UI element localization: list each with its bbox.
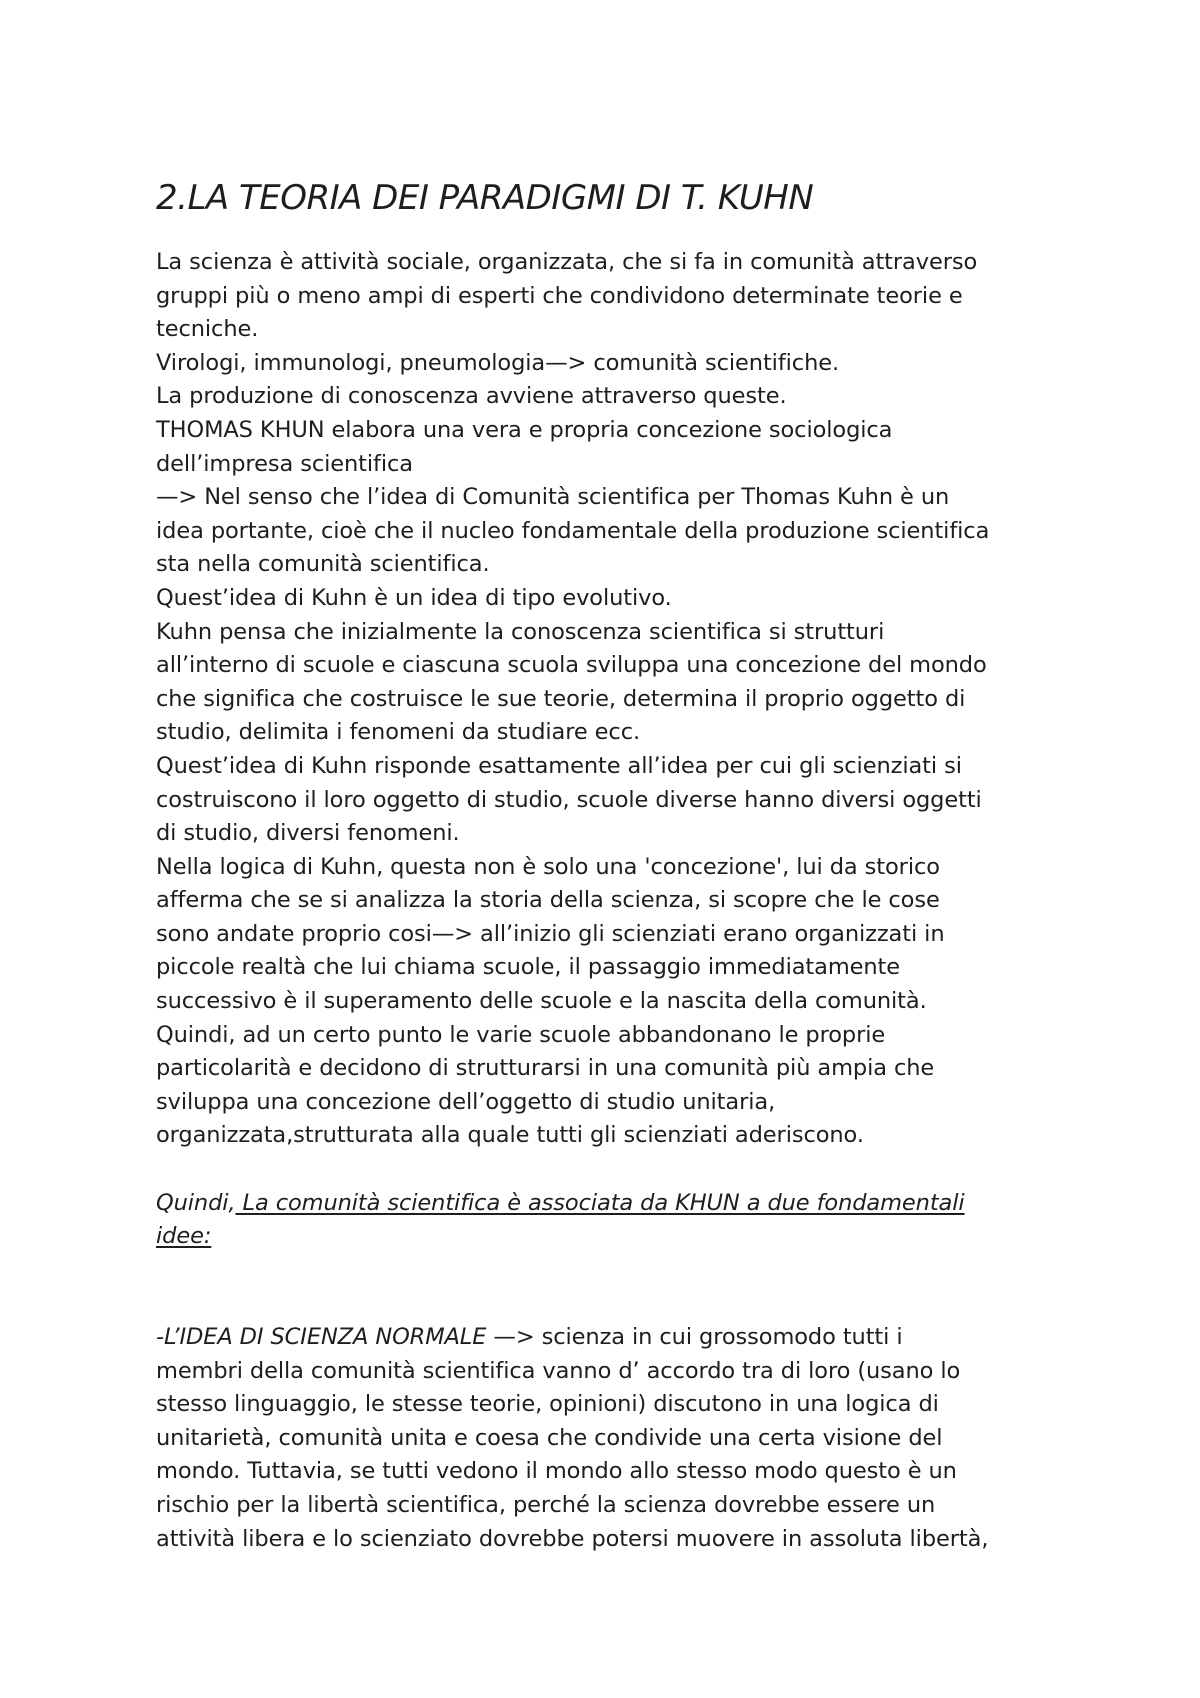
blank-line [156,1153,1056,1187]
text-line: sono andate proprio cosi—> all’inizio gli scienziati erano organizzati in [156,920,945,947]
blank-line [156,1254,1056,1288]
text-line: rischio per la libertà scientifica, perché la scienza dovrebbe essere un [156,1491,936,1518]
normal-science-first-rest: —> scienza in cui grossomodo tutti i [486,1324,903,1350]
main-paragraph [156,246,1056,1556]
text-line: particolarità e decidono di strutturarsi in una comunità più ampia che [156,1055,935,1082]
normal-science-first-line [156,1321,1056,1355]
text-line: tecniche. [156,316,259,343]
subheading-prefix: Quindi, [156,1189,236,1216]
text-line: sviluppa una concezione dell’oggetto di studio unitaria, [156,1088,776,1115]
text-line: afferma che se si analizza la storia della scienza, si scopre che le cose [156,887,940,914]
document-title: 2.LA TEORIA DEI PARADIGMI DI T. KUHN [156,178,814,218]
text-line: studio, delimita i fenomeni da studiare ecc. [156,719,641,746]
blank-line [156,1287,1056,1321]
text-line: Quest’idea di Kuhn risponde esattamente all’idea per cui gli scienziati si [156,752,962,779]
text-line: dell’impresa scientifica [156,450,413,477]
document-page [156,176,1056,1556]
text-line: mondo. Tuttavia, se tutti vedono il mondo allo stesso modo questo è un [156,1458,957,1485]
text-line: attività libera e lo scienziato dovrebbe potersi muovere in assoluta libertà, [156,1525,989,1552]
subheading-line-2 [156,1220,1056,1254]
text-line: di studio, diversi fenomeni. [156,820,460,847]
subheading-underlined: La comunità scientifica è associata da KHUN a due fondamentali [235,1189,965,1216]
subheading-underlined-end: idee: [156,1223,212,1250]
text-line: costruiscono il loro oggetto di studio, scuole diverse hanno diversi oggetti [156,786,982,813]
text-line: Nella logica di Kuhn, questa non è solo una 'concezione', lui da storico [156,853,940,880]
text-line: idea portante, cioè che il nucleo fondamentale della produzione scientifica [156,517,990,544]
normal-science-label: -L’IDEA DI SCIENZA NORMALE [156,1324,487,1350]
text-line: piccole realtà che lui chiama scuole, il passaggio immediatamente [156,954,901,981]
text-line: membri della comunità scientifica vanno d’ accordo tra di loro (usano lo [156,1357,961,1384]
text-line: THOMAS KHUN elabora una vera e propria concezione sociologica [156,416,893,443]
text-line: stesso linguaggio, le stesse teorie, opinioni) discutono in una logica di [156,1391,939,1418]
text-line: che significa che costruisce le sue teorie, determina il proprio oggetto di [156,685,966,712]
text-line: Quindi, ad un certo punto le varie scuole abbandonano le proprie [156,1021,886,1048]
text-line: Virologi, immunologi, pneumologia—> comunità scientifiche. [156,349,840,376]
text-line: Kuhn pensa che inizialmente la conoscenza scientifica si strutturi [156,618,885,645]
text-line: —> Nel senso che l’idea di Comunità scientifica per Thomas Kuhn è un [156,484,950,511]
text-line: Quest’idea di Kuhn è un idea di tipo evolutivo. [156,584,672,611]
text-line: unitarietà, comunità unita e coesa che condivide una certa visione del [156,1424,943,1451]
subheading-line-1 [156,1187,1056,1221]
text-line: all’interno di scuole e ciascuna scuola sviluppa una concezione del mondo [156,652,987,679]
text-line: sta nella comunità scientifica. [156,551,490,578]
text-line: La scienza è attività sociale, organizzata, che si fa in comunità attraverso [156,249,978,275]
text-line: La produzione di conoscenza avviene attraverso queste. [156,383,787,410]
text-line: gruppi più o meno ampi di esperti che condividono determinate teorie e [156,282,963,309]
text-line: organizzata,strutturata alla quale tutti gli scienziati aderiscono. [156,1122,864,1149]
text-line: successivo è il superamento delle scuole e la nascita della comunità. [156,988,927,1015]
